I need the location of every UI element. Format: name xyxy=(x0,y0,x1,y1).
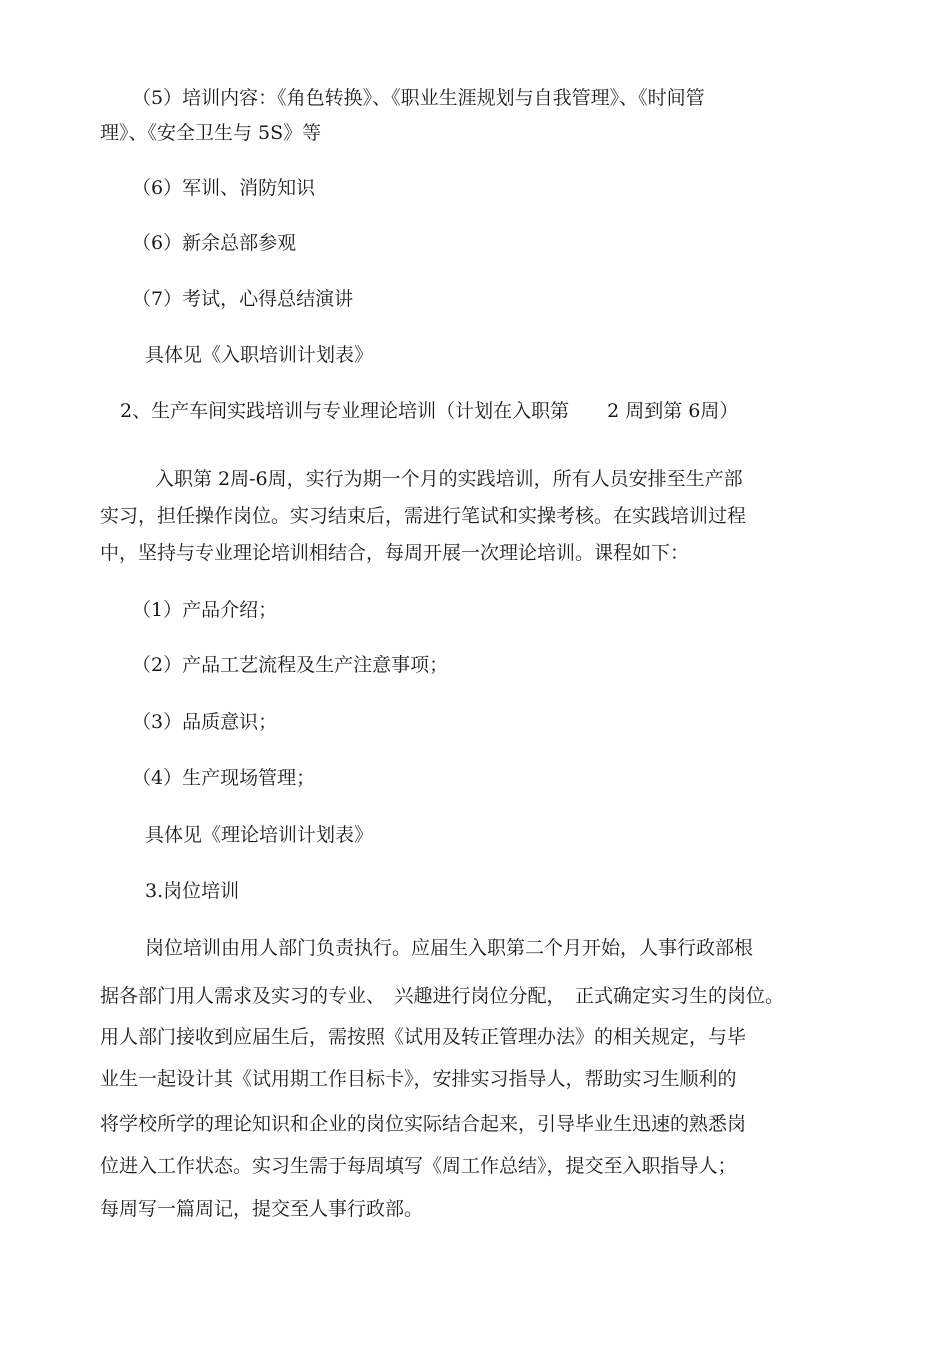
text-line: （6）新余总部参观 xyxy=(132,232,297,254)
text-line: 中，坚持与专业理论培训相结合，每周开展一次理论培训。课程如下： xyxy=(100,542,690,564)
text-line: 具体见《入职培训计划表》 xyxy=(145,344,374,366)
list-item: （3）品质意识； xyxy=(132,711,278,733)
text-line: （7）考试，心得总结演讲 xyxy=(132,288,354,310)
text-line: 具体见《理论培训计划表》 xyxy=(145,824,374,846)
text-line: 业生一起设计其《试用期工作目标卡》，安排实习指导人，帮助实习生顺利的 xyxy=(100,1068,737,1090)
text-line: 用人部门接收到应届生后，需按照《试用及转正管理办法》的相关规定，与毕 xyxy=(100,1026,747,1048)
text-line: 岗位培训由用人部门负责执行。应届生入职第二个月开始，人事行政部根 xyxy=(145,937,754,959)
text-line: 理》、《安全卫生与 5S》等 xyxy=(100,122,322,144)
section-heading: 3.岗位培训 xyxy=(145,880,240,902)
section-heading: 2、生产车间实践培训与专业理论培训（计划在入职第 2 周到第 6周） xyxy=(120,400,739,422)
text-line: （5）培训内容：《角色转换》、《职业生涯规划与自我管理》、《时间管 xyxy=(132,87,705,109)
list-item: （4）生产现场管理； xyxy=(132,767,316,789)
text-line: 实习，担任操作岗位。实习结束后，需进行笔试和实操考核。在实践培训过程 xyxy=(100,505,747,527)
list-item: （2）产品工艺流程及生产注意事项； xyxy=(132,654,449,676)
text-line: 将学校所学的理论知识和企业的岗位实际结合起来，引导毕业生迅速的熟悉岗 xyxy=(100,1113,747,1135)
text-line: （6）军训、消防知识 xyxy=(132,177,316,199)
list-item: （1）产品介绍； xyxy=(132,599,278,621)
text-line: 入职第 2周-6周，实行为期一个月的实践培训，所有人员安排至生产部 xyxy=(155,468,743,490)
text-line: 位进入工作状态。实习生需于每周填写《周工作总结》，提交至入职指导人； xyxy=(100,1155,737,1177)
text-line: 据各部门用人需求及实习的专业、 兴趣进行岗位分配， 正式确定实习生的岗位。 xyxy=(100,985,785,1007)
text-line: 每周写一篇周记，提交至人事行政部。 xyxy=(100,1198,424,1220)
